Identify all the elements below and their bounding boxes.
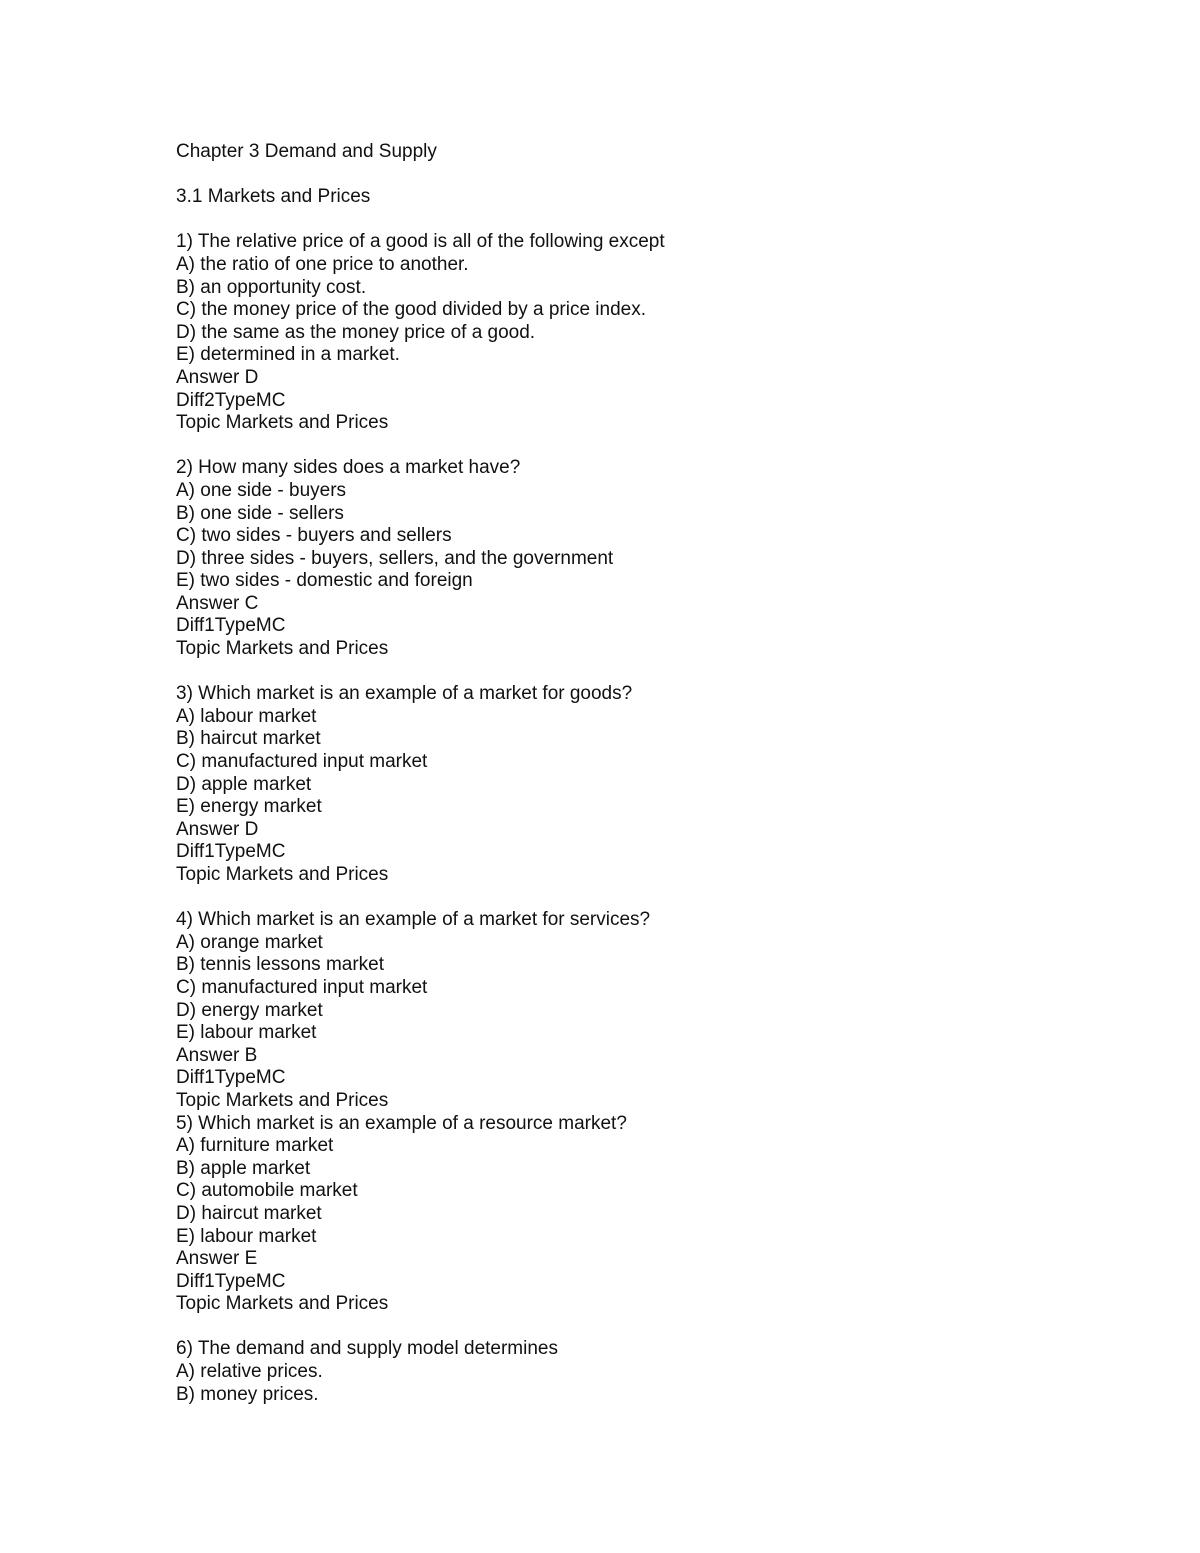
option-b: B) apple market [176,1157,311,1179]
option-b: B) money prices. [176,1383,319,1405]
option-e: E) determined in a market. [176,344,400,366]
option-b: B) one side - sellers [176,502,344,524]
spacer [176,887,1136,910]
question-text: 2) How many sides does a market have? [176,457,521,479]
option-e: E) labour market [176,1022,317,1044]
question-text: 6) The demand and supply model determines [176,1338,558,1360]
difficulty: Diff2TypeMC [176,389,286,411]
document-page [176,141,1136,1406]
spacer [176,661,1136,684]
chapter-title: Chapter 3 Demand and Supply [176,141,437,162]
option-a: A) labour market [176,705,317,727]
question-text: 5) Which market is an example of a resource market? [176,1112,627,1134]
spacer [176,209,1136,232]
option-a: A) furniture market [176,1135,334,1157]
topic: Topic Markets and Prices [176,638,389,660]
option-d: D) apple market [176,773,312,795]
option-e: E) two sides - domestic and foreign [176,570,473,592]
question-text: 1) The relative price of a good is all of the following except [176,231,665,253]
answer: Answer D [176,818,259,840]
option-b: B) tennis lessons market [176,954,385,976]
question-text: 3) Which market is an example of a market for goods? [176,683,633,705]
option-a: A) relative prices. [176,1361,323,1383]
option-c: C) manufactured input market [176,751,428,773]
option-c: C) manufactured input market [176,976,428,998]
topic: Topic Markets and Prices [176,412,389,434]
difficulty: Diff1TypeMC [176,1270,286,1292]
question-5 [176,1113,1136,1316]
option-b: B) haircut market [176,728,321,750]
question-3 [176,683,1136,886]
difficulty: Diff1TypeMC [176,615,286,637]
option-a: A) the ratio of one price to another. [176,253,469,275]
question-1 [176,231,1136,434]
spacer [176,435,1136,458]
option-e: E) labour market [176,1225,317,1247]
spacer [176,164,1136,187]
question-6 [176,1338,1136,1406]
difficulty: Diff1TypeMC [176,1067,286,1089]
section-title: 3.1 Markets and Prices [176,186,371,208]
answer: Answer E [176,1248,258,1270]
spacer [176,1316,1136,1339]
option-d: D) the same as the money price of a good. [176,321,536,343]
topic: Topic Markets and Prices [176,864,389,885]
difficulty: Diff1TypeMC [176,841,286,863]
option-c: C) two sides - buyers and sellers [176,525,452,547]
option-c: C) the money price of the good divided by a price index. [176,299,646,321]
option-a: A) one side - buyers [176,479,347,501]
answer: Answer D [176,366,259,388]
option-d: D) haircut market [176,1202,322,1224]
option-d: D) energy market [176,999,323,1021]
question-text: 4) Which market is an example of a market for services? [176,909,651,931]
topic: Topic Markets and Prices [176,1089,389,1111]
option-d: D) three sides - buyers, sellers, and the government [176,547,614,569]
answer: Answer C [176,592,259,614]
option-a: A) orange market [176,931,323,953]
question-2 [176,457,1136,660]
topic: Topic Markets and Prices [176,1293,389,1315]
option-c: C) automobile market [176,1180,358,1202]
question-4 [176,909,1136,1112]
answer: Answer B [176,1044,258,1066]
option-e: E) energy market [176,796,322,818]
option-b: B) an opportunity cost. [176,276,367,298]
